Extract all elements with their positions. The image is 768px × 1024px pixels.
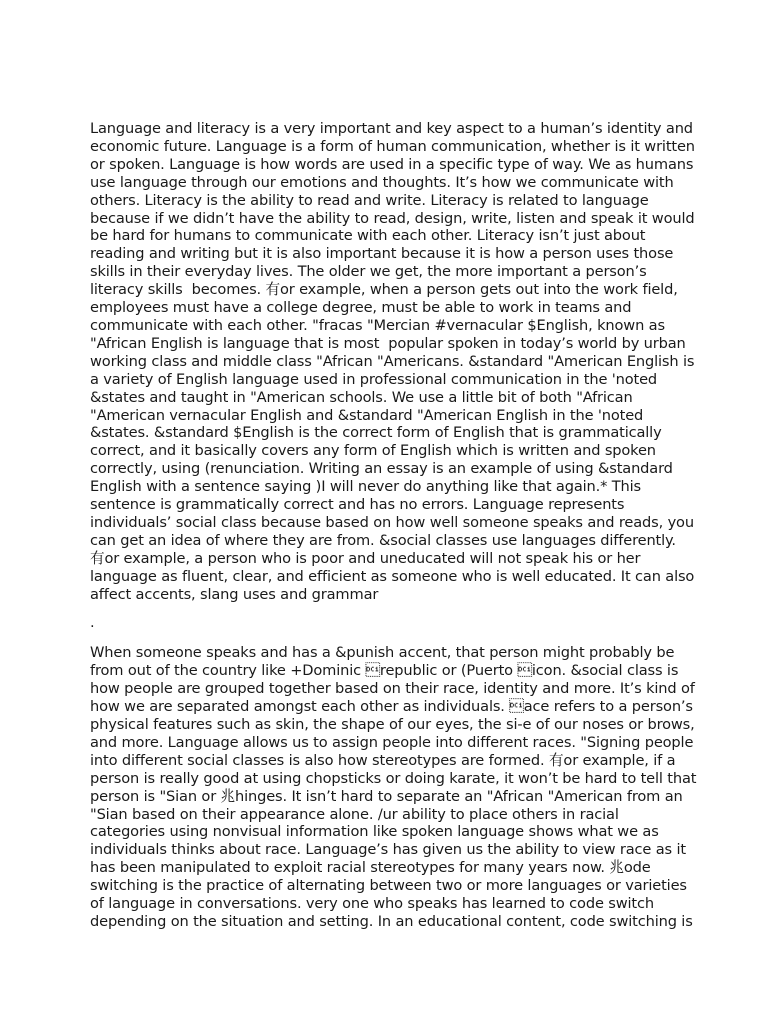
text-line: how we are separated amongst each other as individuals. ace refers to a person’s [90, 698, 693, 716]
paragraph-1 [90, 120, 695, 603]
text-line: person is "Sian or 兆hinges. It isn’t hard to separate an "African "American from an [90, 787, 683, 805]
text-line: because if we didn’t have the ability to read, design, write, listen and speak it would [90, 209, 695, 227]
text-line: working class and middle class "African "Americans. &standard "American English is [90, 352, 695, 370]
paragraph-2 [90, 644, 697, 931]
stray-dot-mark: · [90, 618, 95, 636]
text-line: literacy skills becomes. 有or example, when a person gets out into the work field, [90, 281, 678, 299]
text-line: When someone speaks and has a &punish accent, that person might probably be [90, 644, 675, 662]
text-line: categories using nonvisual information like spoken language shows what we as [90, 823, 659, 841]
text-line: depending on the situation and setting. In an educational content, code switching is [90, 912, 693, 930]
text-line: "Sian based on their appearance alone. /ur ability to place others in racial [90, 805, 619, 823]
text-line: from out of the country like +Dominic republic or (Puerto icon. &social class is [90, 662, 679, 680]
text-line: use language through our emotions and thoughts. It’s how we communicate with [90, 173, 674, 191]
text-line: reading and writing but it is also important because it is how a person uses those [90, 245, 674, 263]
text-line: communicate with each other. "fracas "Mercian #vernacular $English, known as [90, 316, 665, 334]
text-line: &states. &standard $English is the correct form of English that is grammatically [90, 424, 662, 442]
text-line: can get an idea of where they are from. &social classes use languages differently. [90, 531, 676, 549]
text-line: how people are grouped together based on their race, identity and more. It’s kind of [90, 680, 695, 698]
text-line: language as fluent, clear, and efficient as someone who is well educated. It can also [90, 567, 695, 585]
text-line: person is really good at using chopsticks or doing karate, it won’t be hard to tell that [90, 769, 697, 787]
text-line: Language and literacy is a very important and key aspect to a human’s identity and [90, 120, 693, 137]
text-line: others. Literacy is the ability to read and write. Literacy is related to language [90, 191, 649, 209]
text-line: employees must have a college degree, must be able to work in teams and [90, 299, 632, 317]
text-line: English with a sentence saying )I will never do anything like that again.* This [90, 478, 641, 496]
text-line: or spoken. Language is how words are used in a specific type of way. We as humans [90, 155, 694, 173]
text-line: physical features such as skin, the shape of our eyes, the si-e of our noses or brows, [90, 715, 695, 733]
text-line: skills in their everyday lives. The older we get, the more important a person’s [90, 263, 647, 281]
text-line: into different social classes is also how stereotypes are formed. 有or example, if a [90, 751, 676, 769]
text-line: a variety of English language used in professional communication in the 'noted [90, 370, 658, 388]
text-line: be hard for humans to communicate with each other. Literacy isn’t just about [90, 227, 646, 245]
text-line: sentence is grammatically correct and has no errors. Language represents [90, 496, 625, 514]
text-line: &states and taught in "American schools. We use a little bit of both "African [90, 388, 633, 406]
text-line: correctly, using (renunciation. Writing an essay is an example of using &standard [90, 460, 673, 478]
text-line: correct, and it basically covers any form of English which is written and spoken [90, 442, 656, 460]
text-line: 有or example, a person who is poor and uneducated will not speak his or her [90, 549, 641, 567]
text-line: "African English is language that is most popular spoken in today’s world by urban [90, 334, 686, 352]
text-line: and more. Language allows us to assign people into different races. "Signing people [90, 733, 694, 751]
text-line: switching is the practice of alternating between two or more languages or varieties [90, 877, 687, 895]
text-line: individuals thinks about race. Language’s has given us the ability to view race as it [90, 841, 686, 859]
document-body [90, 120, 697, 931]
text-line: "American vernacular English and &standard "American English in the 'noted [90, 406, 644, 424]
text-line: of language in conversations. very one who speaks has learned to code switch [90, 895, 654, 913]
text-line: has been manipulated to exploit racial stereotypes for many years now. 兆ode [90, 859, 651, 877]
text-line: economic future. Language is a form of human communication, whether is it written [90, 137, 695, 155]
text-line: individuals’ social class because based on how well someone speaks and reads, you [90, 513, 694, 531]
text-line: affect accents, slang uses and grammar [90, 585, 379, 603]
